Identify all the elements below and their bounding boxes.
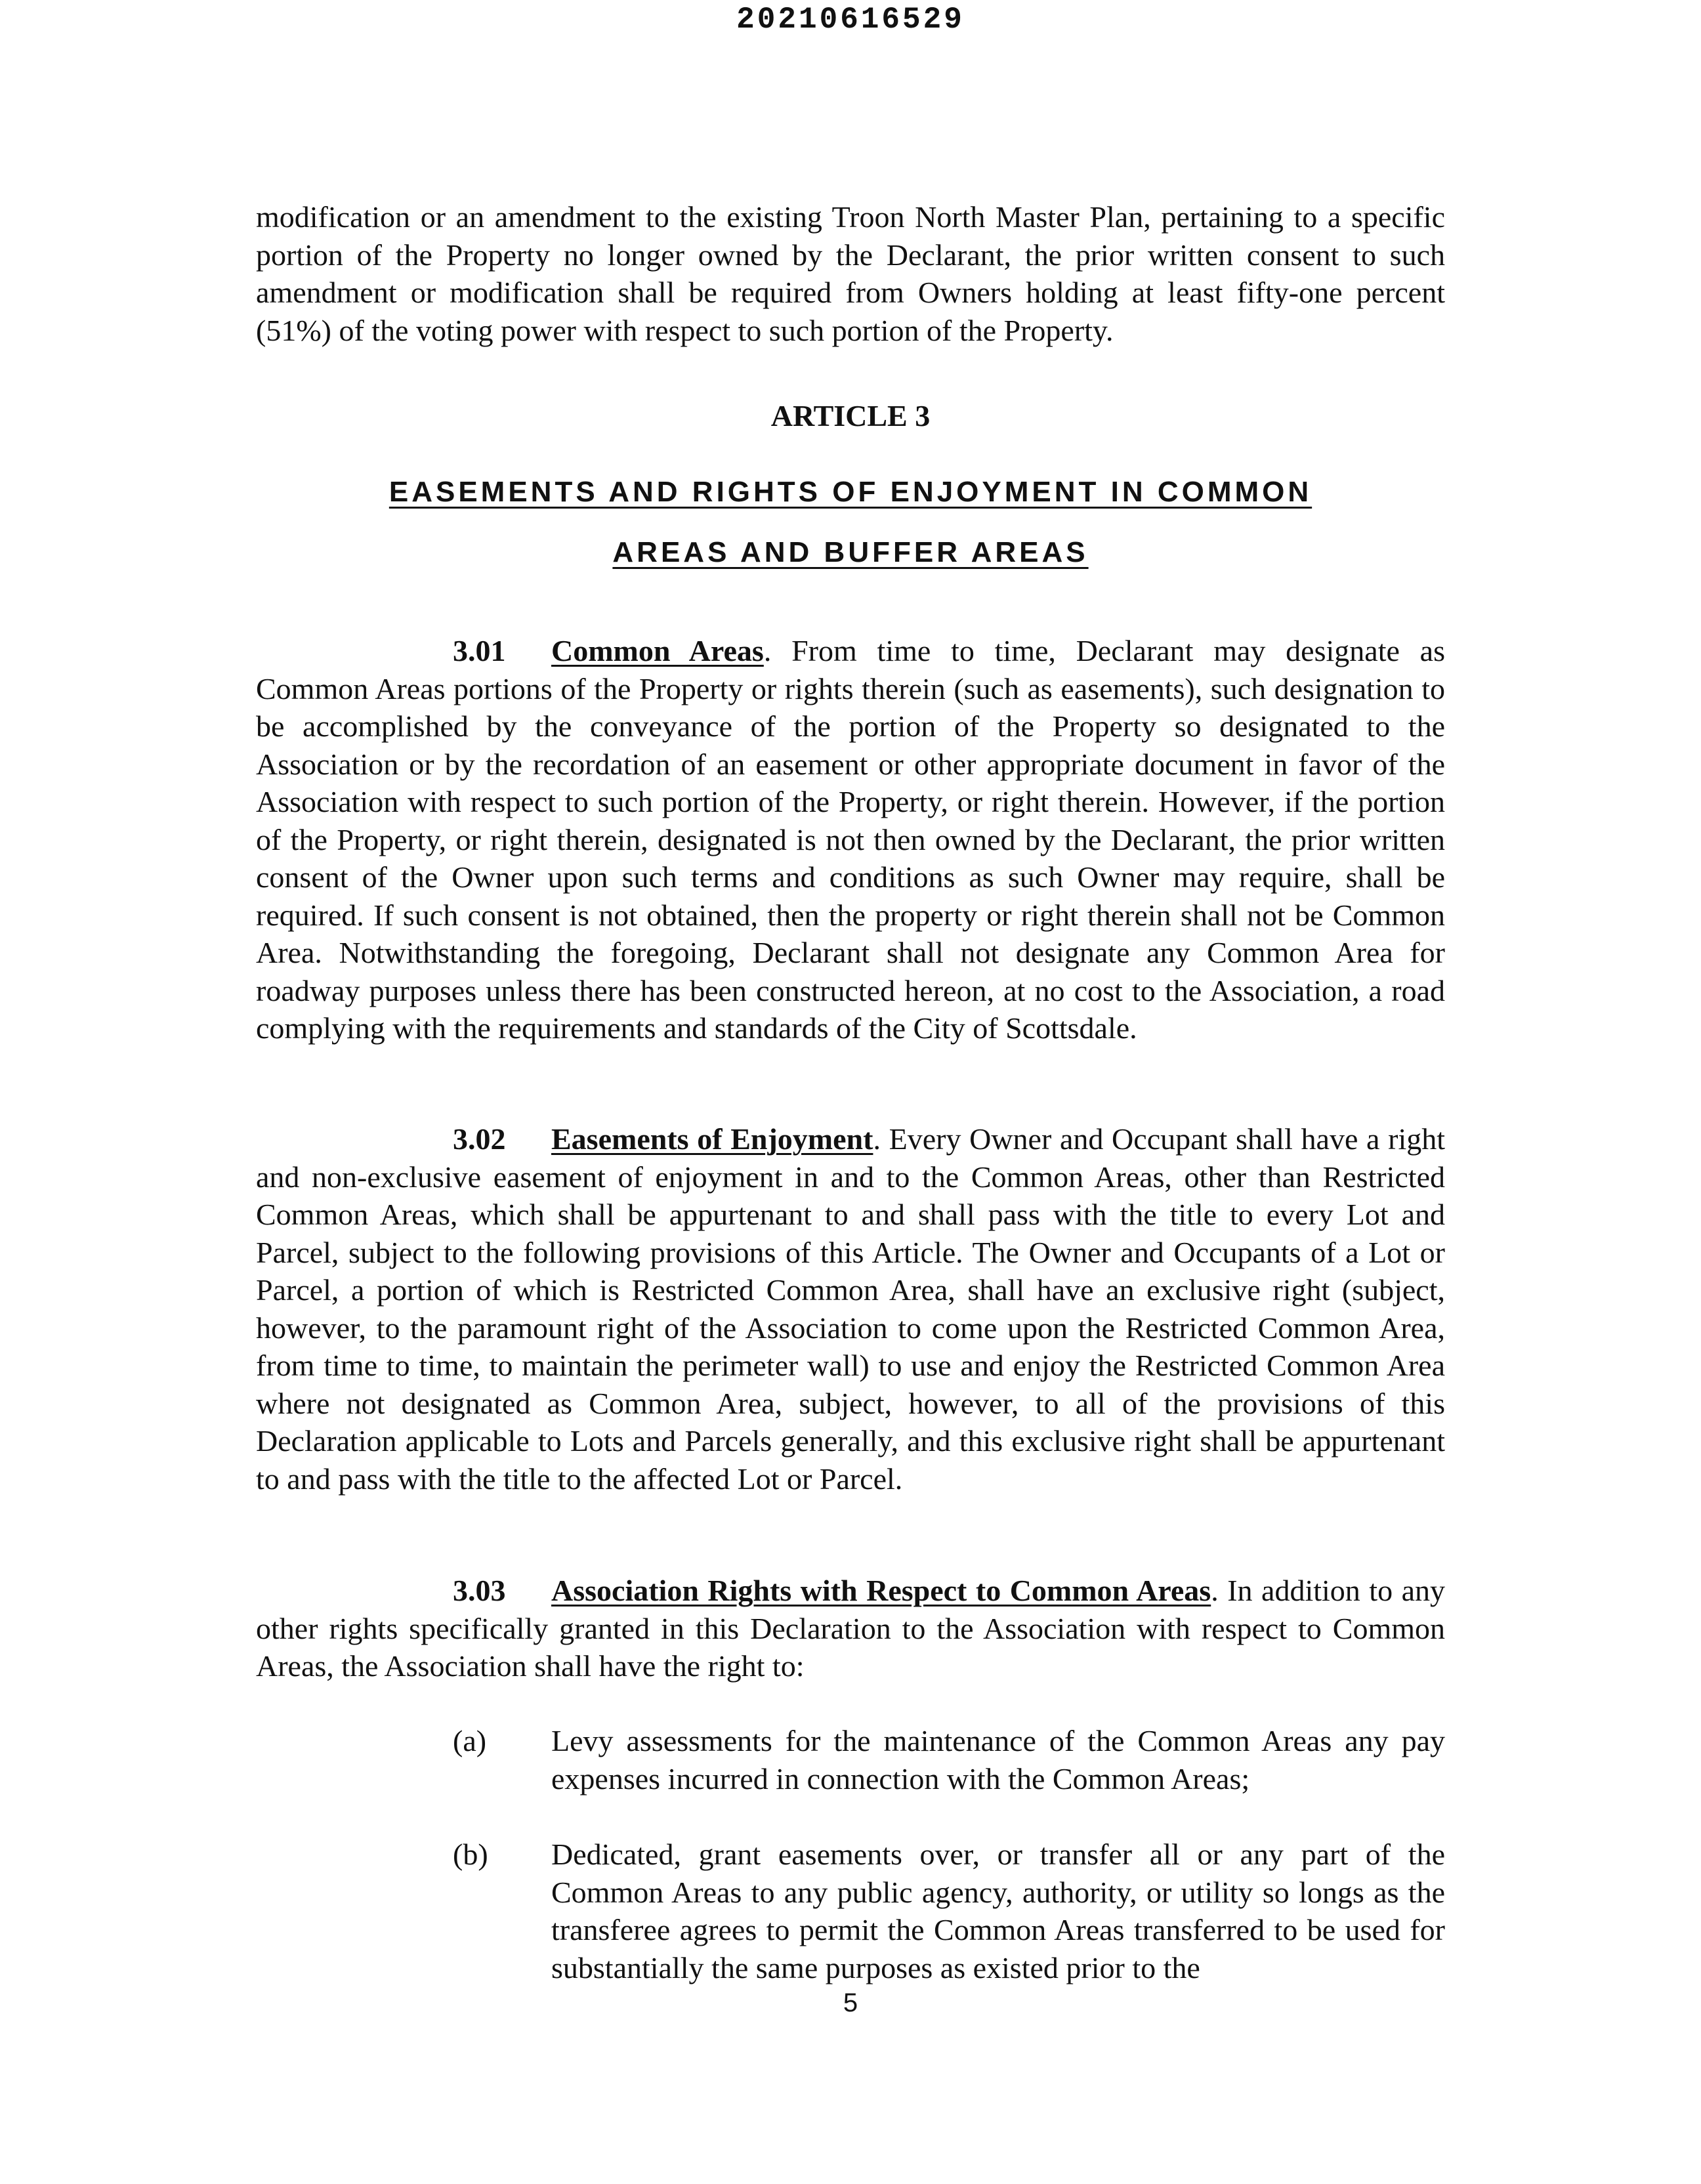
section-3-02 xyxy=(256,1120,1445,1498)
section-body: . In addition to any other rights specifically granted in this Declaration to the Association with respect to Common Areas, the Association shall have the right to: xyxy=(256,1574,1445,1683)
section-number: 3.01 xyxy=(453,634,506,667)
section-number: 3.03 xyxy=(453,1574,506,1607)
document-number: 20210616529 xyxy=(736,3,965,37)
section-3-01 xyxy=(256,632,1445,1047)
section-title: Easements of Enjoyment xyxy=(551,1122,873,1156)
page-number: 5 xyxy=(843,1988,858,2017)
list-label: (b) xyxy=(453,1838,488,1871)
section-title: Common Areas xyxy=(551,634,764,667)
section-title: Association Rights with Respect to Common Areas xyxy=(551,1574,1211,1607)
list-item-b xyxy=(453,1836,1445,1986)
list-text: Levy assessments for the maintenance of the Common Areas any pay expenses incurred in connection with the Common Areas; xyxy=(551,1724,1445,1796)
article-heading: ARTICLE 3 xyxy=(770,399,931,432)
list-item-a xyxy=(453,1722,1445,1797)
article-title-text-2: AREAS AND BUFFER AREAS xyxy=(612,536,1089,568)
section-number: 3.02 xyxy=(453,1122,506,1156)
section-3-03 xyxy=(256,1572,1445,1685)
list-label: (a) xyxy=(453,1724,487,1757)
article-title-line-1 xyxy=(0,472,1701,512)
article-title-text-1: EASEMENTS AND RIGHTS OF ENJOYMENT IN COMMON xyxy=(388,476,1312,508)
intro-paragraph: modification or an amendment to the existing Troon North Master Plan, pertaining to a specific portion of the Property no longer owned by the Declarant, the prior written consent to such amendment or modification shall be required from Owners holding at least fifty-one percent (51%) of the voting power with respect to such portion of the Property. xyxy=(256,200,1445,347)
section-body: . Every Owner and Occupant shall have a right and non-exclusive easement of enjoyment in and to the Common Areas, other than Restricted Common Areas, which shall be appurtenant to and shall pass with the title to every Lot and Parcel, subject to the following provisions of this Article. The Owner and Occupants of a Lot or Parcel, a portion of which is Restricted Common Area, shall have an exclusive right (subject, however, to the paramount right of the Association to come upon the Restricted Common Area, from time to time, to maintain the perimeter wall) to use and enjoy the Restricted Common Area where not designated as Common Area, subject, however, to all of the provisions of this Declaration applicable to Lots and Parcels generally, and this exclusive right shall be appurtenant to and pass with the title to the affected Lot or Parcel. xyxy=(256,1122,1446,1496)
article-title-line-2 xyxy=(0,533,1701,572)
section-body: . From time to time, Declarant may designate as Common Areas portions of the Property or rights therein (such as easements), such designation to be accomplished by the conveyance of the portion of the Property so designated to the Association or by the recordation of an easement or other appropriate document in favor of the Association with respect to such portion of the Property, or right therein. However, if the portion of the Property, or right therein, designated is not then owned by the Declarant, the prior written consent of the Owner upon such terms and conditions as such Owner may require, shall be required. If such consent is not obtained, then the property or right therein shall not be Common Area. Notwithstanding the foregoing, Declarant shall not designate any Common Area for roadway purposes unless there has been constructed hereon, at no cost to the Association, a road complying with the requirements and standards of the City of Scottsdale. xyxy=(256,634,1445,1045)
list-text: Dedicated, grant easements over, or transfer all or any part of the Common Areas to any public agency, authority, or utility so longs as the transferee agrees to permit the Common Areas transferred to be used for substantially the same purposes as existed prior to the xyxy=(551,1838,1445,1984)
